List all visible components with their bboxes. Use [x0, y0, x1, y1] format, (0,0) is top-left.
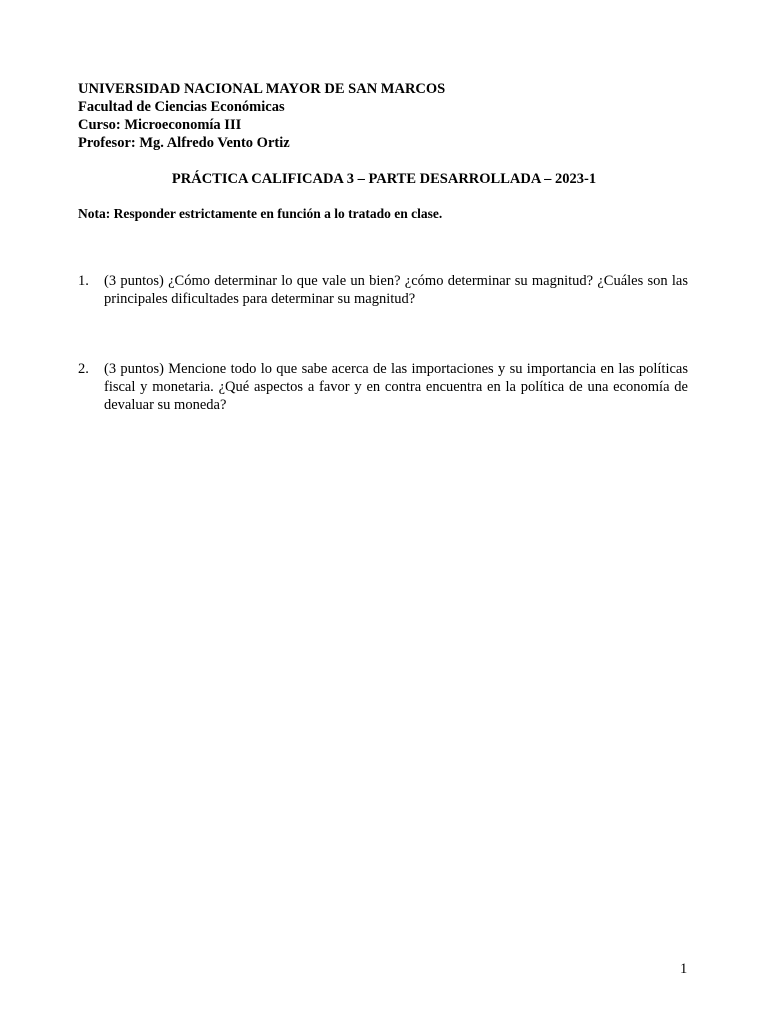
question-text: (3 puntos) ¿Cómo determinar lo que vale un bien? ¿cómo determinar su magnitud? ¿Cuáles son las principales dificultades para determinar su magnitud? — [104, 273, 688, 307]
question-item — [78, 272, 688, 308]
question-item — [78, 360, 688, 414]
page-number: 1 — [680, 961, 688, 977]
exam-title: PRÁCTICA CALIFICADA 3 – PARTE DESARROLLADA – 2023-1 — [171, 171, 597, 187]
faculty-name: Facultad de Ciencias Económicas — [78, 99, 285, 115]
course-name: Curso: Microeconomía III — [78, 117, 242, 133]
exam-note: Nota: Responder estrictamente en función a lo tratado en clase. — [78, 206, 443, 221]
university-name: UNIVERSIDAD NACIONAL MAYOR DE SAN MARCOS — [78, 81, 446, 97]
question-text: (3 puntos) Mencione todo lo que sabe acerca de las importaciones y su importancia en las políticas fiscal y monetaria. ¿Qué aspectos a favor y en contra encuentra en la política de una economía de devaluar su moneda? — [104, 361, 688, 413]
question-number: 1. — [78, 273, 89, 289]
professor-name: Profesor: Mg. Alfredo Vento Ortiz — [78, 135, 290, 151]
question-number: 2. — [78, 361, 89, 377]
document-header — [78, 80, 698, 152]
